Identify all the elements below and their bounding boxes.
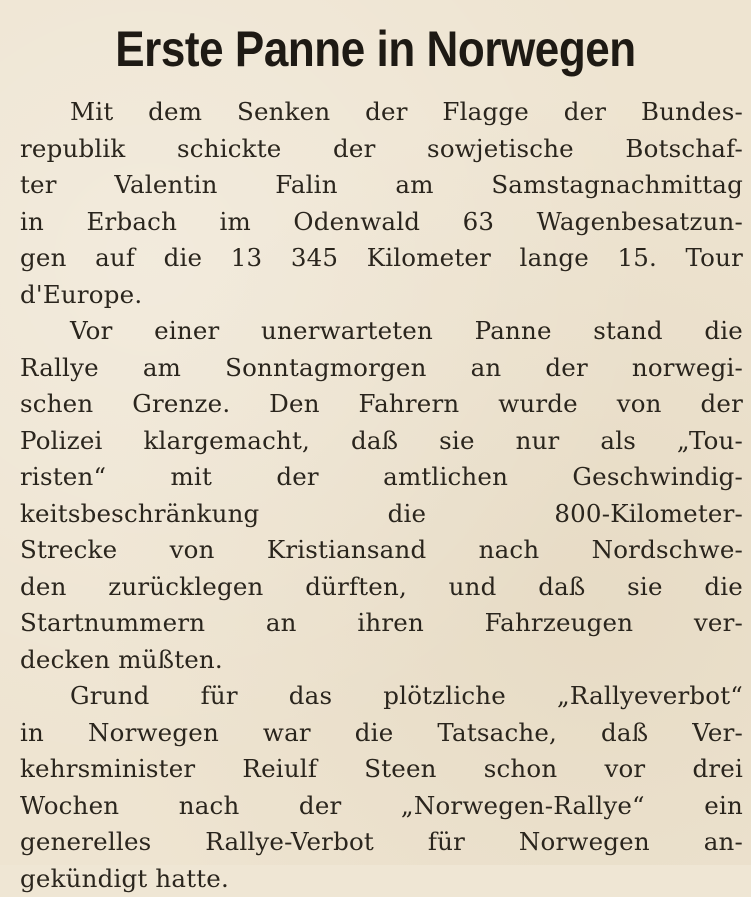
text-line: kehrsminister Reiulf Steen schon vor drei [20, 751, 743, 788]
article-body [20, 94, 743, 897]
paragraph-1 [20, 94, 743, 313]
text-line: den zurücklegen dürften, und daß sie die [20, 569, 743, 606]
text-line: gen auf die 13 345 Kilometer lange 15. Tour [20, 240, 743, 277]
paragraph-2 [20, 313, 743, 678]
text-line: risten“ mit der amtlichen Geschwindig- [20, 459, 743, 496]
text-line: Rallye am Sonntagmorgen an der norwegi- [20, 350, 743, 387]
headline: Erste Panne in Norwegen [45, 14, 706, 84]
text-line: in Erbach im Odenwald 63 Wagenbesatzun- [20, 204, 743, 241]
text-line: Strecke von Kristiansand nach Nordschwe- [20, 532, 743, 569]
text-line: schen Grenze. Den Fahrern wurde von der [20, 386, 743, 423]
text-line: Wochen nach der „Norwegen-Rallye“ ein [20, 788, 743, 825]
text-line: in Norwegen war die Tatsache, daß Ver- [20, 715, 743, 752]
text-line: d'Europe. [20, 277, 743, 314]
text-line: republik schickte der sowjetische Botschaf- [20, 131, 743, 168]
text-line: Startnummern an ihren Fahrzeugen ver- [20, 605, 743, 642]
text-line: Grund für das plötzliche „Rallyeverbot“ [20, 678, 743, 715]
paragraph-3 [20, 678, 743, 897]
text-line: gekündigt hatte. [20, 861, 743, 897]
text-line: ter Valentin Falin am Samstagnachmittag [20, 167, 743, 204]
text-line: Vor einer unerwarteten Panne stand die [20, 313, 743, 350]
text-line: Polizei klargemacht, daß sie nur als „Tou- [20, 423, 743, 460]
text-line: Mit dem Senken der Flagge der Bundes- [20, 94, 743, 131]
text-line: keitsbeschränkung die 800-Kilometer- [20, 496, 743, 533]
text-line: generelles Rallye-Verbot für Norwegen an- [20, 824, 743, 861]
text-line: decken müßten. [20, 642, 743, 679]
